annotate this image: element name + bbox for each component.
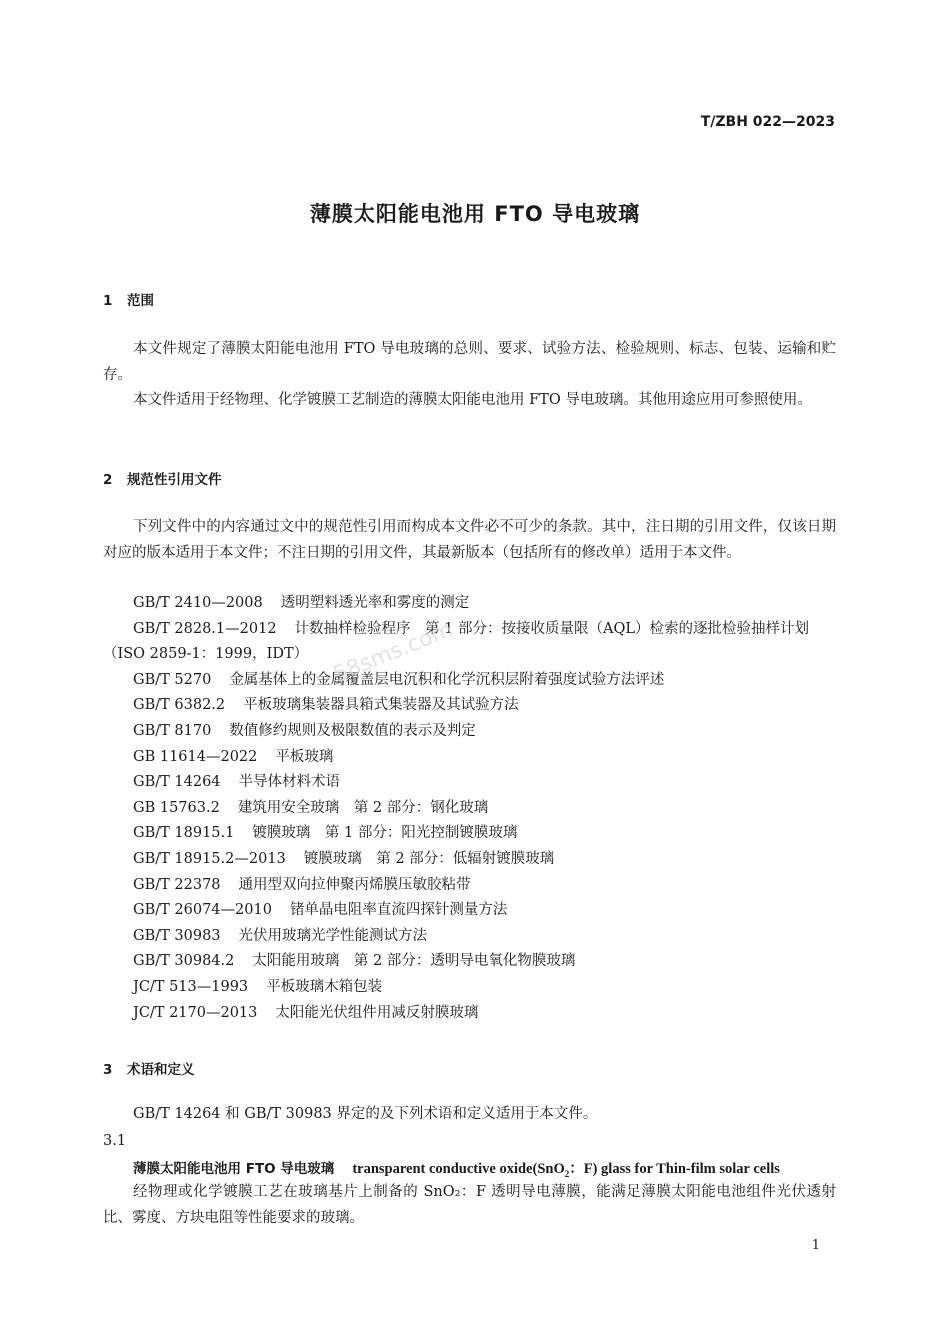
document-title: 薄膜太阳能电池用 FTO 导电玻璃 <box>309 202 641 226</box>
section-1-heading <box>103 289 154 309</box>
reference-title: 光伏用玻璃光学性能测试方法 <box>238 927 428 944</box>
reference-code: GB/T 26074—2010 <box>133 902 272 919</box>
reference-title: 半导体材料术语 <box>238 774 341 791</box>
reference-title: 数值修约规则及极限数值的表示及判定 <box>229 722 476 739</box>
reference-code: GB 11614—2022 <box>133 748 258 765</box>
reference-item <box>103 770 836 796</box>
reference-item <box>103 668 836 694</box>
reference-item <box>103 873 836 899</box>
section-number: 2 <box>103 472 113 488</box>
reference-code: GB/T 14264 <box>133 774 221 791</box>
reference-title: 平板玻璃集装器具箱式集装器及其试验方法 <box>243 697 519 714</box>
reference-code: GB/T 30984.2 <box>133 953 235 970</box>
term-chinese: 薄膜太阳能电池用 FTO 导电玻璃 <box>133 1161 335 1177</box>
reference-item <box>103 693 836 719</box>
watermark: 58sms.com <box>329 617 457 688</box>
reference-code: GB/T 18915.2—2013 <box>133 850 286 867</box>
section-title: 规范性引用文件 <box>127 472 222 488</box>
term-english: transparent conductive oxide(SnO$_2$：F) glass for Thin-film solar cells <box>352 1161 780 1179</box>
reference-title: 建筑用安全玻璃 第 2 部分：钢化玻璃 <box>237 799 489 816</box>
reference-code: GB/T 18915.1 <box>133 825 235 842</box>
normative-intro: 下列文件中的内容通过文中的规范性引用而构成本文件必不可少的条款。其中，注日期的引用文件，仅该日期对应的版本适用于本文件；不注日期的引用文件，其最新版本（包括所有的修改单）适用于本文件。 <box>103 519 836 561</box>
term-heading <box>133 1157 838 1179</box>
reference-item <box>103 617 836 668</box>
reference-item <box>103 796 836 822</box>
reference-item <box>103 847 836 873</box>
section-number: 1 <box>103 293 113 309</box>
reference-item <box>103 719 836 745</box>
section-title: 范围 <box>127 293 154 309</box>
reference-title: 镀膜玻璃 第 1 部分：阳光控制镀膜玻璃 <box>252 825 518 842</box>
reference-title: 平板玻璃木箱包装 <box>266 978 383 995</box>
reference-code: GB/T 6382.2 <box>133 697 226 714</box>
reference-list <box>103 591 836 1026</box>
reference-item <box>103 821 836 847</box>
reference-item <box>103 745 836 771</box>
reference-item <box>103 898 836 924</box>
reference-item <box>103 1001 836 1027</box>
reference-code: GB/T 30983 <box>133 927 221 944</box>
reference-title: 锗单晶电阻率直流四探针测量方法 <box>289 902 508 919</box>
reference-item <box>103 975 836 1001</box>
reference-code: GB/T 2828.1—2012 <box>133 620 277 637</box>
reference-code: GB/T 2410—2008 <box>133 595 263 611</box>
reference-title: 镀膜玻璃 第 2 部分：低辐射镀膜玻璃 <box>303 850 555 867</box>
reference-code: JC/T 2170—2013 <box>133 1004 258 1021</box>
standard-number: T/ZBH 022—2023 <box>700 114 835 130</box>
scope-paragraph-2: 本文件适用于经物理、化学镀膜工艺制造的薄膜太阳能电池用 FTO 导电玻璃。其他用途应用可参照使用。 <box>133 392 812 408</box>
section-title: 术语和定义 <box>127 1062 195 1078</box>
section-3-heading <box>103 1058 195 1078</box>
term-definition: 经物理或化学镀膜工艺在玻璃基片上制备的 SnO₂：F 透明导电薄膜，能满足薄膜太阳能电池组件光伏透射比、雾度、方块电阻等性能要求的玻璃。 <box>103 1184 836 1226</box>
reference-title: 计数抽样检验程序 第 1 部分：按接收质量限（AQL）检索的逐批检验抽样计划（ISO 2859-1：1999，IDT） <box>103 620 809 663</box>
reference-code: GB/T 8170 <box>133 722 212 739</box>
page-number: 1 <box>811 1238 820 1253</box>
scope-paragraph-1: 本文件规定了薄膜太阳能电池用 FTO 导电玻璃的总则、要求、试验方法、检验规则、标志、包装、运输和贮存。 <box>103 341 836 383</box>
reference-item <box>103 591 836 617</box>
reference-code: JC/T 513—1993 <box>133 978 249 995</box>
reference-title: 太阳能用玻璃 第 2 部分：透明导电氧化物膜玻璃 <box>252 953 576 970</box>
reference-item <box>103 924 836 950</box>
terms-intro: GB/T 14264 和 GB/T 30983 界定的及下列术语和定义适用于本文件。 <box>133 1106 598 1122</box>
reference-title: 太阳能光伏组件用减反射膜玻璃 <box>275 1004 479 1021</box>
reference-title: 金属基体上的金属覆盖层电沉积和化学沉积层附着强度试验方法评述 <box>229 671 665 688</box>
reference-code: GB/T 5270 <box>133 671 212 688</box>
term-number: 3.1 <box>103 1133 127 1149</box>
reference-title: 平板玻璃 <box>275 748 334 765</box>
reference-title: 通用型双向拉伸聚丙烯膜压敏胶粘带 <box>238 876 471 893</box>
reference-code: GB 15763.2 <box>133 799 220 816</box>
reference-title: 透明塑料透光率和雾度的测定 <box>280 595 470 611</box>
section-2-heading <box>103 468 222 488</box>
reference-code: GB/T 22378 <box>133 876 221 893</box>
reference-item <box>103 949 836 975</box>
section-number: 3 <box>103 1062 113 1078</box>
